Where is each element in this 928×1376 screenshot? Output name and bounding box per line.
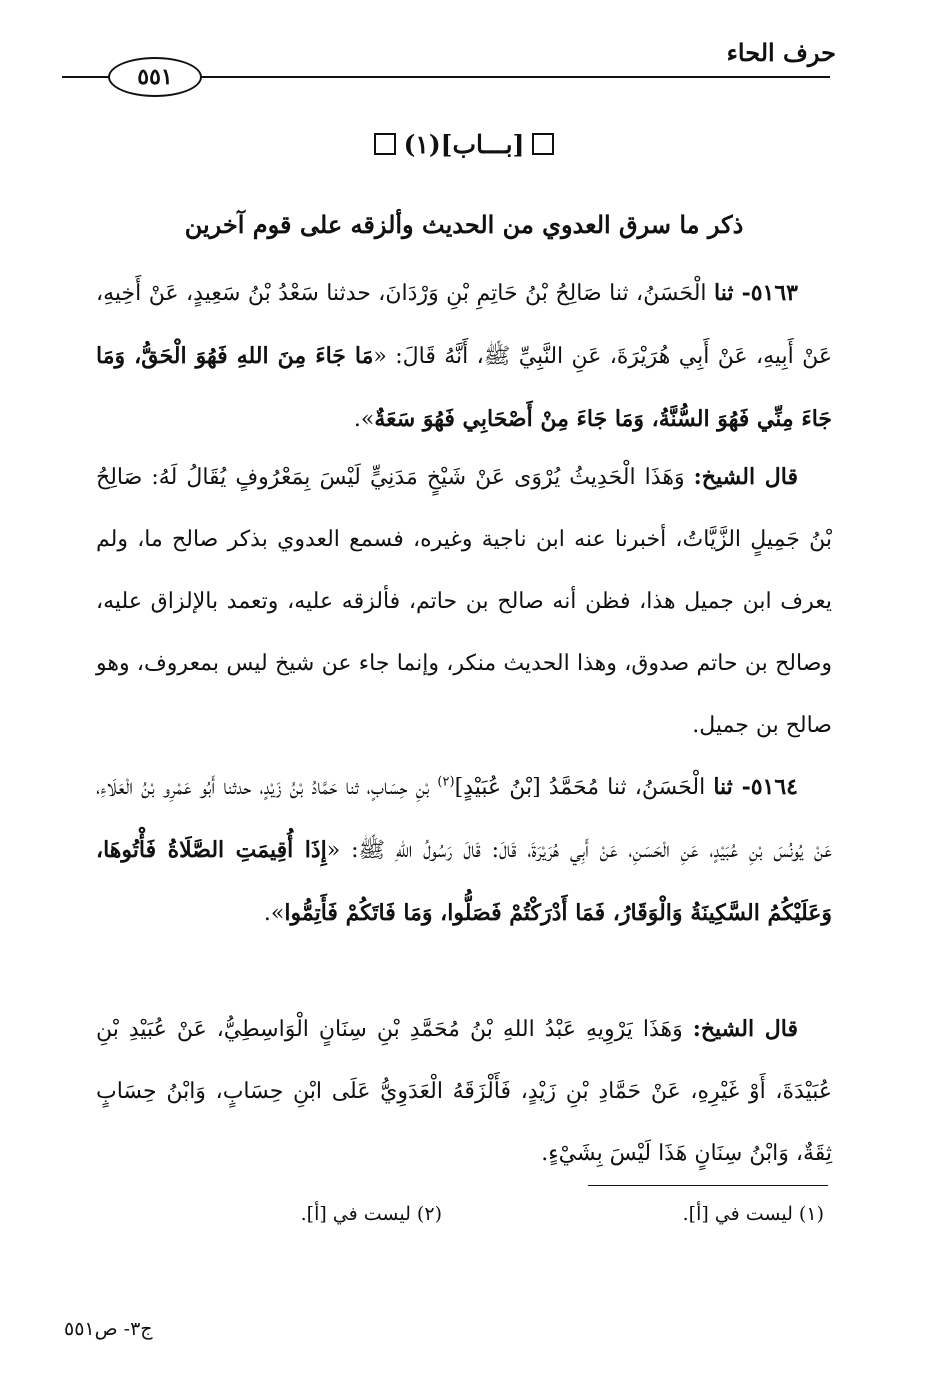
commentary-label: قال الشيخ: <box>693 464 799 490</box>
hadith-paragraph-5163 <box>96 262 832 451</box>
volume-page-signature: ج٣- ص٥٥١ <box>64 1318 153 1340</box>
chapter-heading-text: [بـــاب](١) <box>403 130 525 159</box>
footnote-1: (١) ليست في [أ]. <box>682 1203 824 1225</box>
chapter-subtitle: ذكر ما سرق العدوي من الحديث وألزقه على قوم آخرين <box>184 210 744 239</box>
commentary-paragraph-2 <box>96 998 832 1185</box>
commentary-text: وَهَذَا يَرْوِيهِ عَبْدُ اللهِ بْنُ مُحَمَّدِ بْنِ سِنَانٍ الْوَاسِطِيُّ، عَنْ عُبَيْدِ بْنِ عُبَيْدَةَ، أَوْ غَيْرِهِ، عَنْ حَمَّادِ بْنِ زَيْدٍ، فَأَلْزَقَهُ الْعَدَوِيُّ عَلَى ابْنِ حِسَابٍ، وَابْنُ حِسَابٍ ثِقَةٌ، وَابْنُ سِنَانٍ هَذَا لَيْسَ بِشَيْءٍ. <box>96 1017 832 1166</box>
hadith-paragraph-5164 <box>96 756 832 945</box>
running-title: حرف الحاء <box>726 38 836 67</box>
isnad-text: الْحَسَنُ، ثنا مُحَمَّدُ [بْنُ عُبَيْدٍ] <box>454 775 714 800</box>
closing-punct: ». <box>263 901 285 926</box>
hadith-number: ٥١٦٤- ثنا <box>713 774 798 800</box>
commentary-text: وَهَذَا الْحَدِيثُ يُرْوَى عَنْ شَيْخٍ مَدَنِيٍّ لَيْسَ بِمَعْرُوفٍ يُقَالُ لَهُ: صَالِحُ بْنُ جَمِيلٍ الزَّيَّاتُ، أخبرنا عنه ابن ناجية وغيره، فسمع العدوي بذكر صالح ما، ولم يعرف ابن جميل هذا، فظن أنه صالح بن حاتم، فألزقه عليه، وتعمد بالإلزاق عليه، وصالح بن حاتم صدوق، وهذا الحديث منكر، وإنما جاء عن شيخ ليس بمعروف، وهو صالح بن جميل. <box>96 465 832 738</box>
commentary-paragraph-1 <box>96 446 832 757</box>
hadith-text: مَا جَاءَ مِنَ اللهِ فَهُوَ الْحَقُّ، وَمَا جَاءَ مِنِّي فَهُوَ السُّنَّةُ، وَمَا جَاءَ مِنْ أَصْحَابِي فَهُوَ سَعَةٌ <box>96 343 832 432</box>
footnote-2: (٢) ليست في [أ]. <box>300 1203 442 1225</box>
square-ornament-icon <box>374 133 396 155</box>
hadith-text: إِذَا أُقِيمَتِ الصَّلَاةُ فَأْتُوهَا، وَعَلَيْكُمُ السَّكِينَةُ وَالْوَقَارُ، فَمَا أَدْرَكْتُمْ فَصَلُّوا، وَمَا فَاتَكُمْ فَأَتِمُّوا <box>96 837 832 926</box>
hadith-number: ٥١٦٣- ثنا <box>714 280 798 306</box>
footnote-ref: (٢) <box>437 774 455 790</box>
isnad-text: الْحَسَنُ، ثنا صَالِحُ بْنُ حَاتِمِ بْنِ وَرْدَانَ، حدثنا سَعْدُ بْنُ سَعِيدٍ، عَنْ أَخِيهِ، عَنْ أَبِيهِ، عَنْ أَبِي هُرَيْرَةَ، عَنِ النَّبِيِّ ﷺ، أَنَّهُ قَالَ: « <box>96 281 832 369</box>
chapter-heading <box>0 130 928 159</box>
commentary-label: قال الشيخ: <box>692 1016 798 1042</box>
footnote-divider <box>588 1185 828 1186</box>
square-ornament-icon <box>532 133 554 155</box>
page-number: ٥٥١ <box>108 57 202 97</box>
isnad-text-cont: بْنِ حِسَابٍ، ثنا حَمَّادُ بْنُ زَيْدٍ، حدثنا أَبُو عَمْرِو بْنُ الْعَلَاءِ، عَنْ يُونُسَ بْنِ عُبَيْدٍ، عَنِ الْحَسَنِ، عَنْ أَبِي هُرَيْرَةَ، قَالَ: قَالَ رَسُولُ اللهِ ﷺ: « <box>96 775 832 863</box>
closing-punct: ». <box>353 407 375 432</box>
